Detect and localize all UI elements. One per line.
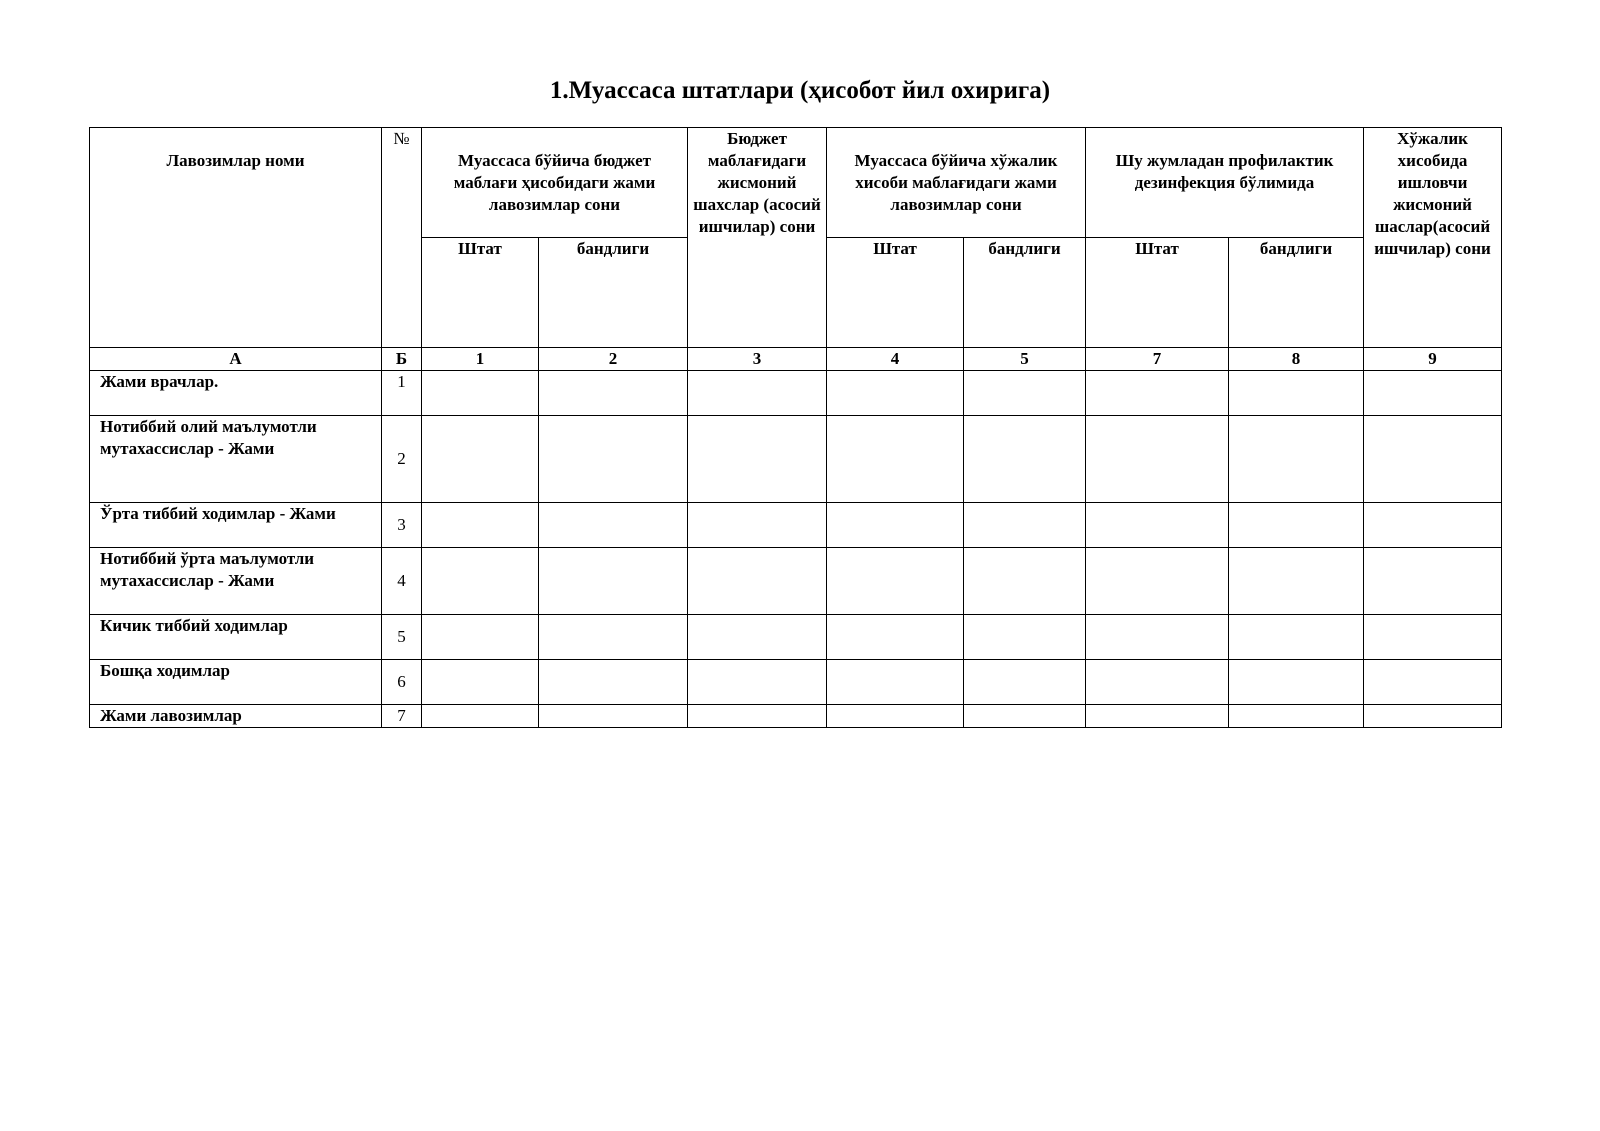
- row-number: 3: [382, 503, 422, 548]
- data-cell[interactable]: [1086, 503, 1229, 548]
- data-cell[interactable]: [964, 503, 1086, 548]
- data-cell[interactable]: [539, 416, 688, 503]
- data-cell[interactable]: [688, 660, 827, 705]
- data-cell[interactable]: [1364, 615, 1502, 660]
- data-cell[interactable]: [688, 371, 827, 416]
- table-row: [90, 548, 1502, 615]
- row-number: 5: [382, 615, 422, 660]
- column-code: 2: [539, 348, 688, 371]
- data-cell[interactable]: [1229, 705, 1364, 728]
- data-cell[interactable]: [688, 503, 827, 548]
- data-cell[interactable]: [827, 615, 964, 660]
- data-cell[interactable]: [422, 548, 539, 615]
- data-cell[interactable]: [827, 416, 964, 503]
- data-cell[interactable]: [964, 548, 1086, 615]
- data-cell[interactable]: [422, 615, 539, 660]
- data-cell[interactable]: [1364, 371, 1502, 416]
- data-cell[interactable]: [688, 615, 827, 660]
- column-code: 3: [688, 348, 827, 371]
- header-occupancy-budget: бандлиги: [539, 238, 688, 348]
- data-cell[interactable]: [422, 416, 539, 503]
- row-label: Нотиббий олий маълумотли мутахассислар - Жами: [90, 416, 382, 503]
- data-cell[interactable]: [964, 615, 1086, 660]
- row-number: 2: [382, 416, 422, 503]
- data-cell[interactable]: [1229, 416, 1364, 503]
- header-self-financing-individuals: Хўжалик хисобида ишловчи жисмоний шаслар(асосий ишчилар) сони: [1364, 128, 1502, 348]
- header-staff-prophylactic: Штат: [1086, 238, 1229, 348]
- header-self-financing-group: Муассаса бўйича хўжалик хисоби маблағидаги жами лавозимлар сони: [827, 128, 1086, 238]
- data-cell[interactable]: [422, 503, 539, 548]
- data-cell[interactable]: [1086, 416, 1229, 503]
- header-staff-budget: Штат: [422, 238, 539, 348]
- header-position-name: Лавозимлар номи: [90, 128, 382, 348]
- data-cell[interactable]: [964, 371, 1086, 416]
- page-title: 1.Муассаса штатлари (ҳисобот йил охирига): [549, 77, 1051, 104]
- row-label: Жами лавозимлар: [90, 705, 382, 728]
- data-cell[interactable]: [827, 548, 964, 615]
- data-cell[interactable]: [1364, 548, 1502, 615]
- data-cell[interactable]: [688, 705, 827, 728]
- data-cell[interactable]: [539, 503, 688, 548]
- header-occupancy-prophylactic: бандлиги: [1229, 238, 1364, 348]
- header-number-sign: №: [382, 128, 422, 348]
- data-cell[interactable]: [1086, 705, 1229, 728]
- data-cell[interactable]: [422, 660, 539, 705]
- data-cell[interactable]: [539, 371, 688, 416]
- header-row-1: [90, 128, 1502, 238]
- table-row: [90, 660, 1502, 705]
- data-cell[interactable]: [1229, 615, 1364, 660]
- data-cell[interactable]: [1229, 503, 1364, 548]
- data-cell[interactable]: [964, 660, 1086, 705]
- data-cell[interactable]: [1229, 548, 1364, 615]
- data-cell[interactable]: [827, 660, 964, 705]
- data-cell[interactable]: [827, 503, 964, 548]
- data-cell[interactable]: [1364, 503, 1502, 548]
- column-code: 4: [827, 348, 964, 371]
- header-budget-group: Муассаса бўйича бюджет маблағи ҳисобидаги жами лавозимлар сони: [422, 128, 688, 238]
- table-row: [90, 705, 1502, 728]
- column-code: 8: [1229, 348, 1364, 371]
- column-code: А: [90, 348, 382, 371]
- data-cell[interactable]: [1086, 371, 1229, 416]
- table-row: [90, 371, 1502, 416]
- row-label: Жами врачлар.: [90, 371, 382, 416]
- data-cell[interactable]: [1364, 660, 1502, 705]
- row-label: Нотиббий ўрта маълумотли мутахассислар - Жами: [90, 548, 382, 615]
- column-code: 9: [1364, 348, 1502, 371]
- column-code: 7: [1086, 348, 1229, 371]
- data-cell[interactable]: [422, 705, 539, 728]
- data-cell[interactable]: [1229, 371, 1364, 416]
- data-cell[interactable]: [1364, 416, 1502, 503]
- table-row: [90, 615, 1502, 660]
- column-code-row: [90, 348, 1502, 371]
- table-row: [90, 416, 1502, 503]
- data-cell[interactable]: [827, 371, 964, 416]
- data-cell[interactable]: [539, 615, 688, 660]
- data-cell[interactable]: [827, 705, 964, 728]
- data-cell[interactable]: [539, 548, 688, 615]
- data-cell[interactable]: [964, 705, 1086, 728]
- data-cell[interactable]: [422, 371, 539, 416]
- data-cell[interactable]: [1229, 660, 1364, 705]
- header-staff-self-financing: Штат: [827, 238, 964, 348]
- header-budget-individuals: Бюджет маблағидаги жисмоний шахслар (асосий ишчилар) сони: [688, 128, 827, 348]
- data-cell[interactable]: [1086, 660, 1229, 705]
- row-number: 7: [382, 705, 422, 728]
- data-cell[interactable]: [1086, 615, 1229, 660]
- data-cell[interactable]: [964, 416, 1086, 503]
- staff-table: [89, 127, 1502, 728]
- data-cell[interactable]: [539, 705, 688, 728]
- table-row: [90, 503, 1502, 548]
- row-label: Кичик тиббий ходимлар: [90, 615, 382, 660]
- data-cell[interactable]: [539, 660, 688, 705]
- row-label: Ўрта тиббий ходимлар - Жами: [90, 503, 382, 548]
- row-number: 6: [382, 660, 422, 705]
- data-cell[interactable]: [688, 548, 827, 615]
- column-code: 1: [422, 348, 539, 371]
- column-code: Б: [382, 348, 422, 371]
- header-prophylactic-group: Шу жумладан профилактик дезинфекция бўлимида: [1086, 128, 1364, 238]
- row-label: Бошқа ходимлар: [90, 660, 382, 705]
- data-cell[interactable]: [1364, 705, 1502, 728]
- column-code: 5: [964, 348, 1086, 371]
- row-number: 1: [382, 371, 422, 416]
- row-number: 4: [382, 548, 422, 615]
- data-cell[interactable]: [1086, 548, 1229, 615]
- header-occupancy-self-financing: бандлиги: [964, 238, 1086, 348]
- data-cell[interactable]: [688, 416, 827, 503]
